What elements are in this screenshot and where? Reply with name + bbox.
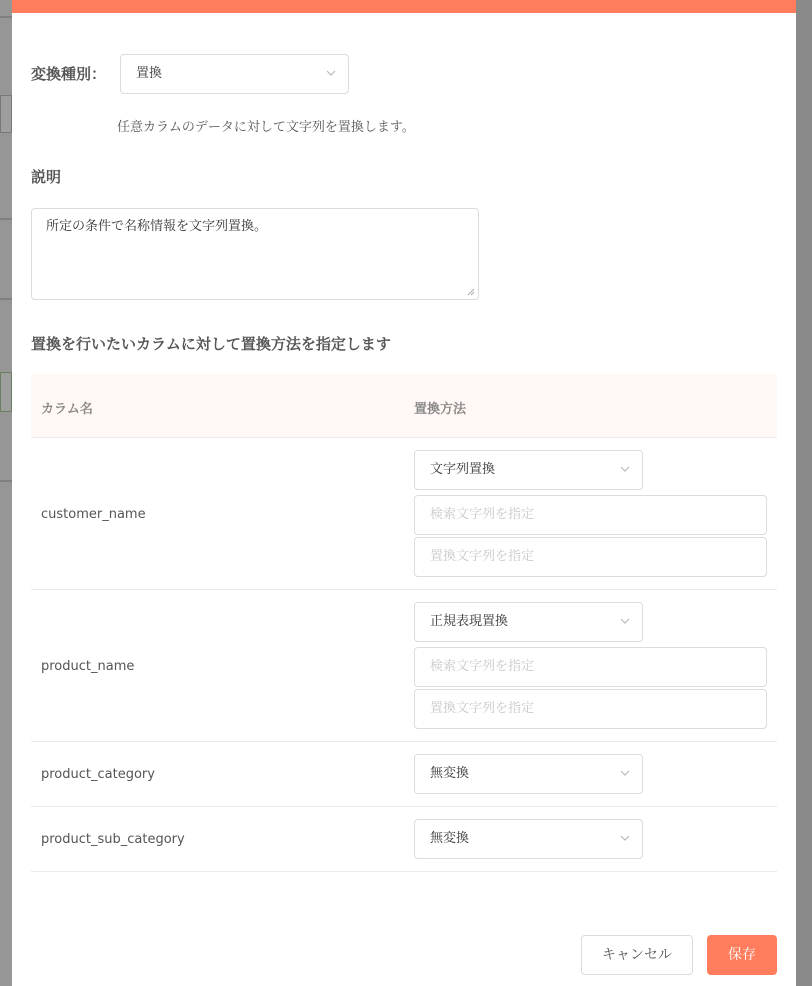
table-row <box>31 590 777 742</box>
column-name-cell: product_category <box>41 767 155 782</box>
search-string-input[interactable]: 検索文字列を指定 <box>414 495 767 535</box>
replace-table <box>31 374 777 872</box>
replace-method-value: 無変換 <box>430 831 470 846</box>
replace-method-select[interactable] <box>414 602 643 642</box>
cancel-button[interactable]: キャンセル <box>581 935 693 975</box>
column-name-cell: customer_name <box>41 507 146 522</box>
scrollbar[interactable] <box>796 0 812 986</box>
replace-method-value: 文字列置換 <box>430 462 496 477</box>
table-row <box>31 807 777 872</box>
transform-type-description: 任意カラムのデータに対して文字列を置換します。 <box>117 120 415 135</box>
save-button[interactable]: 保存 <box>707 935 777 975</box>
column-name-cell: product_sub_category <box>41 832 185 847</box>
replace-method-select[interactable] <box>414 450 643 490</box>
chevron-down-icon <box>620 833 630 843</box>
search-string-input[interactable]: 検索文字列を指定 <box>414 647 767 687</box>
replace-method-header: 置換方法 <box>414 402 467 417</box>
column-name-cell: product_name <box>41 659 135 674</box>
description-text: 所定の条件で名称情報を文字列置換。 <box>46 219 268 234</box>
chevron-down-icon <box>326 68 336 78</box>
table-header <box>31 374 777 438</box>
replace-method-select[interactable] <box>414 819 643 859</box>
chevron-down-icon <box>620 616 630 626</box>
replace-string-input[interactable]: 置換文字列を指定 <box>414 689 767 729</box>
table-row <box>31 438 777 590</box>
replace-string-input[interactable]: 置換文字列を指定 <box>414 537 767 577</box>
replace-method-value: 無変換 <box>430 766 470 781</box>
column-name-header: カラム名 <box>41 402 93 417</box>
transform-modal <box>12 0 796 986</box>
modal-header-bar <box>12 0 796 13</box>
transform-type-label: 変換種別： <box>31 65 107 83</box>
replace-settings-title: 置換を行いたいカラムに対して置換方法を指定します <box>31 335 391 353</box>
resize-handle-icon[interactable] <box>467 288 475 296</box>
replace-method-select[interactable] <box>414 754 643 794</box>
description-textarea[interactable] <box>31 208 479 300</box>
description-title: 説明 <box>31 168 62 186</box>
transform-type-value: 置換 <box>136 66 163 81</box>
chevron-down-icon <box>620 768 630 778</box>
replace-method-value: 正規表現置換 <box>430 614 509 629</box>
table-row <box>31 742 777 807</box>
transform-type-select[interactable] <box>120 54 349 94</box>
chevron-down-icon <box>620 464 630 474</box>
